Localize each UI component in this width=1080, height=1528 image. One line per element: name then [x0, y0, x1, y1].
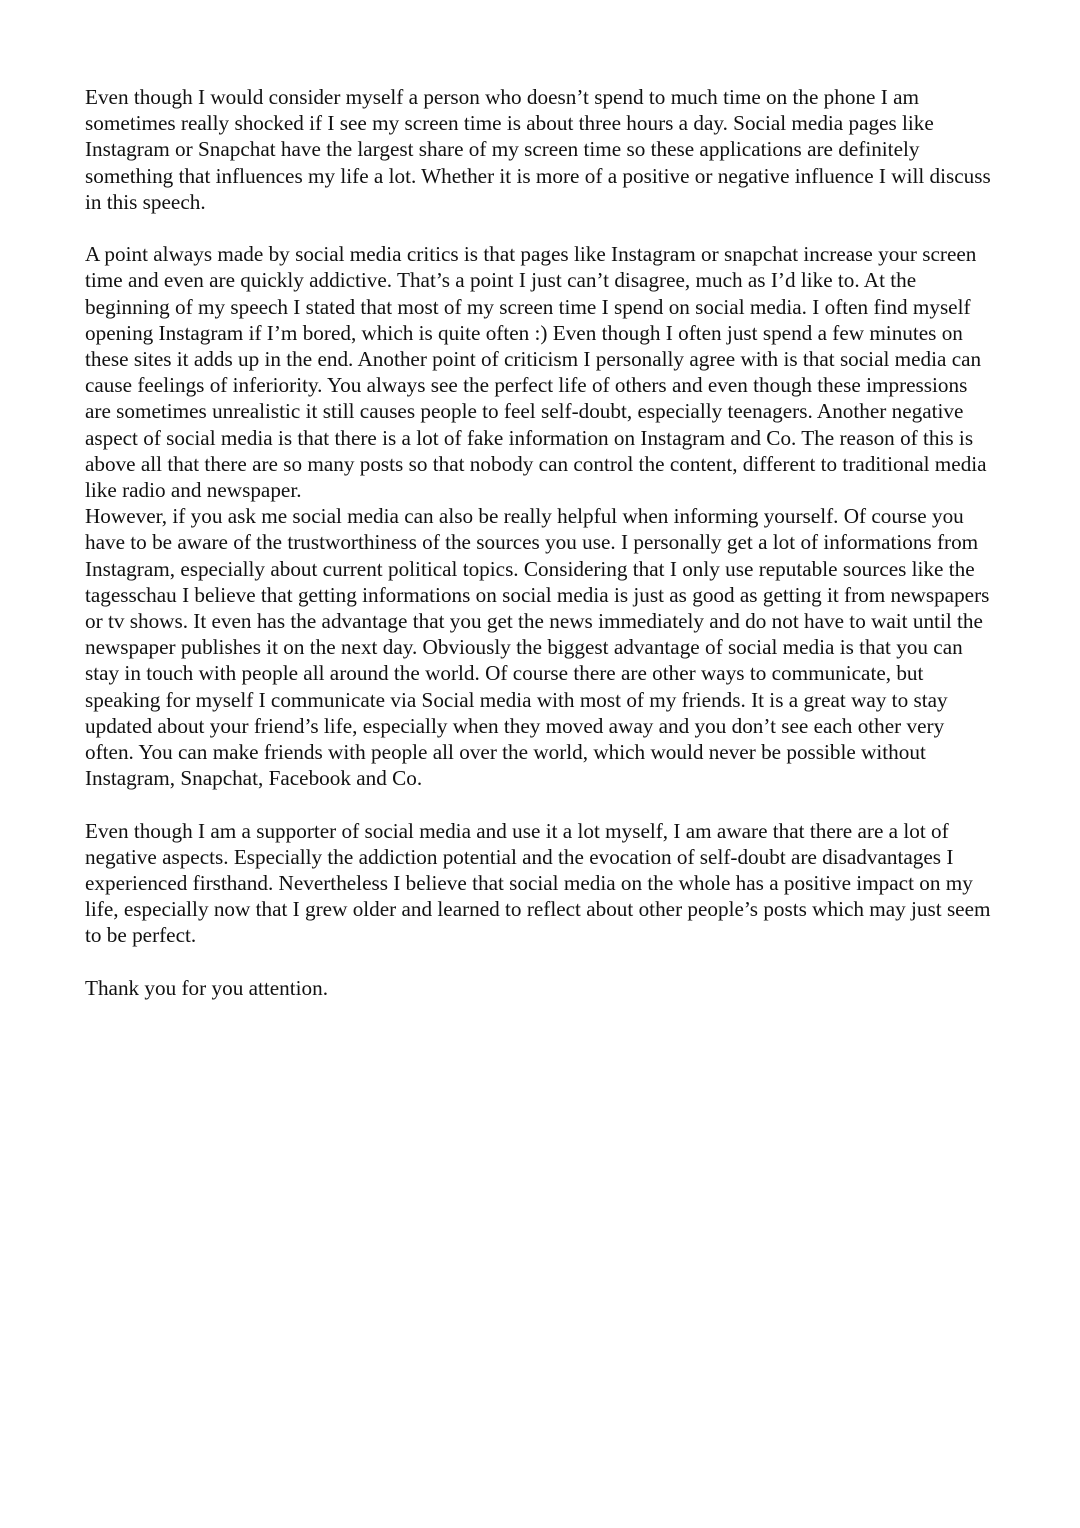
conclusion-paragraph: Even though I am a supporter of social media and use it a lot myself, I am aware that there are a lot of negative aspects. Especially the addiction potential and the evocation of self-doubt are disadvantages I experienced firsthand. Nevertheless I believe that social media on the whole has a positive impact on my life, especially now that I grew older and learned to reflect about other people’s posts which may just seem to be perfect. — [85, 818, 991, 948]
criticism-paragraph: A point always made by social media critics is that pages like Instagram or snapchat increase your screen time and even are quickly addictive. That’s a point I just can’t disagree, much as I’d like to. At the beginning of my speech I stated that most of my screen time I spend on social media. I often find myself opening Instagram if I’m bored, which is quite often :) Even though I often just spend a few minutes on these sites it adds up in the end. Another point of criticism I personally agree with is that social media can cause feelings of inferiority. You always see the perfect life of others and even though these impressions are sometimes unrealistic it still causes people to feel self-doubt, especially teenagers. Another negative aspect of social media is that there is a lot of fake information on Instagram and Co. The reason of this is above all that there are so many posts so that nobody can control the content, different to traditional media like radio and newspaper. — [85, 242, 987, 503]
speech-body — [85, 84, 997, 1001]
closing-line: Thank you for you attention. — [85, 975, 329, 1000]
advantages-paragraph: However, if you ask me social media can also be really helpful when informing yourself. Of course you have to be aware of the trustworthiness of the sources you use. I personally get a lot of informations from Instagram, especially about current political topics. Considering that I only use reputable sources like the tagesschau I believe that getting informations on social media is just as good as getting it from newspapers or tv shows. It even has the advantage that you get the news immediately and do not have to wait until the newspaper publishes it on the next day. Obviously the biggest advantage of social media is that you can stay in touch with people all around the world. Of course there are other ways to communicate, but speaking for myself I communicate via Social media with most of my friends. It is a great way to stay updated about your friend’s life, especially when they moved away and you don’t see each other very often. You can make friends with people all over the world, which would never be possible without Instagram, Snapchat, Facebook and Co. — [85, 504, 990, 791]
paragraph-gap — [85, 791, 997, 817]
paragraph-gap — [85, 215, 997, 241]
intro-paragraph: Even though I would consider myself a person who doesn’t spend to much time on the phone I am sometimes really shocked if I see my screen time is about three hours a day. Social media pages like Instagram or Snapchat have the largest share of my screen time so these applications are definitely something that influences my life a lot. Whether it is more of a positive or negative influence I will discuss in this speech. — [85, 85, 991, 214]
paragraph-gap — [85, 949, 997, 975]
